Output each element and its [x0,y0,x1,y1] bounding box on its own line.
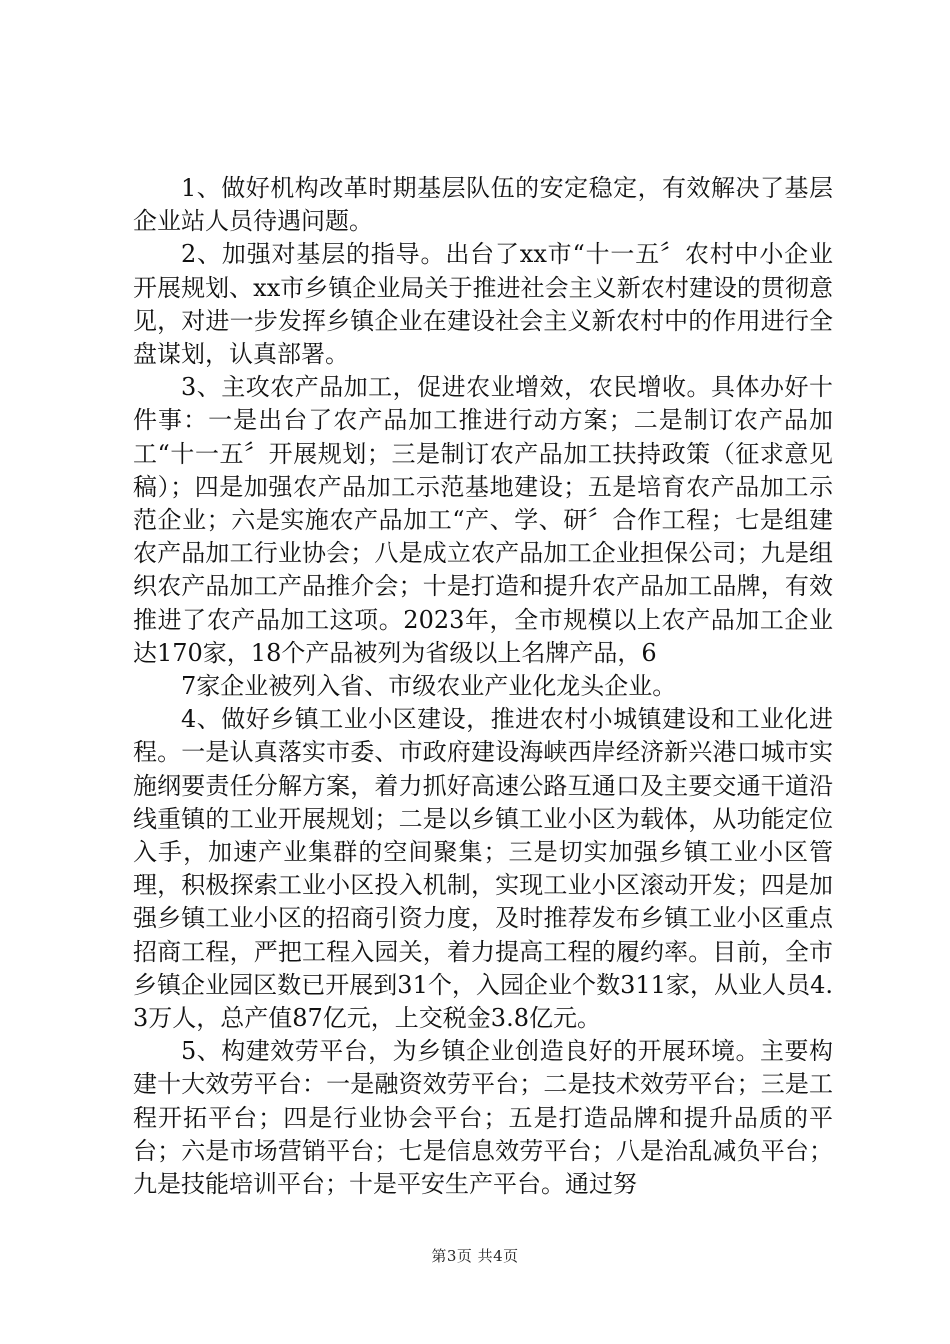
paragraph-3-continued: 7家企业被列入省、市级农业产业化龙头企业。 [181,672,677,701]
paragraph-1: 1、做好机构改革时期基层队伍的安定稳定，有效解决了基层企业站人员待遇问题。 [133,174,833,236]
paragraph-5: 5、构建效劳平台，为乡镇企业创造良好的开展环境。主要构建十大效劳平台：一是融资效劳平台；二是技术效劳平台；三是工程开拓平台；四是行业协会平台；五是打造品牌和提升品质的平台；六是市场营销平台；七是信息效劳平台；八是治乱减负平台；九是技能培训平台；十是平安生产平台。通过努 [133,1037,833,1199]
paragraph-3: 3、主攻农产品加工，促进农业增效，农民增收。具体办好十件事：一是出台了农产品加工推进行动方案；二是制订农产品加工“十一五〞开展规划；三是制订农产品加工扶持政策（征求意见稿）；四是加强农产品加工示范基地建设；五是培育农产品加工示范企业；六是实施农产品加工“产、学、研〞合作工程；七是组建农产品加工行业协会；八是成立农产品加工企业担保公司；九是组织农产品加工产品推介会；十是打造和提升农产品加工品牌，有效推进了农产品加工这项。2023年，全市规模以上农产品加工企业达170家，18个产品被列为省级以上名牌产品，6 [133,373,833,667]
paragraph-4: 4、做好乡镇工业小区建设，推进农村小城镇建设和工业化进程。一是认真落实市委、市政府建设海峡西岸经济新兴港口城市实施纲要责任分解方案，着力抓好高速公路互通口及主要交通干道沿线重镇的工业开展规划；二是以乡镇工业小区为载体，从功能定位入手，加速产业集群的空间聚集；三是切实加强乡镇工业小区管理，积极探索工业小区投入机制，实现工业小区滚动开发；四是加强乡镇工业小区的招商引资力度，及时推荐发布乡镇工业小区重点招商工程，严把工程入园关，着力提高工程的履约率。目前，全市乡镇企业园区数已开展到31个，入园企业个数311家，从业人员4.3万人，总产值87亿元，上交税金3.8亿元。 [133,705,833,1033]
paragraph-2: 2、加强对基层的指导。出台了xx市“十一五〞农村中小企业开展规划、xx市乡镇企业局关于推进社会主义新农村建设的贯彻意见，对进一步发挥乡镇企业在建设社会主义新农村中的作用进行全盘谋划，认真部署。 [133,240,833,369]
page-footer: 第3页 共4页 [431,1247,519,1265]
document-body [133,172,833,1201]
